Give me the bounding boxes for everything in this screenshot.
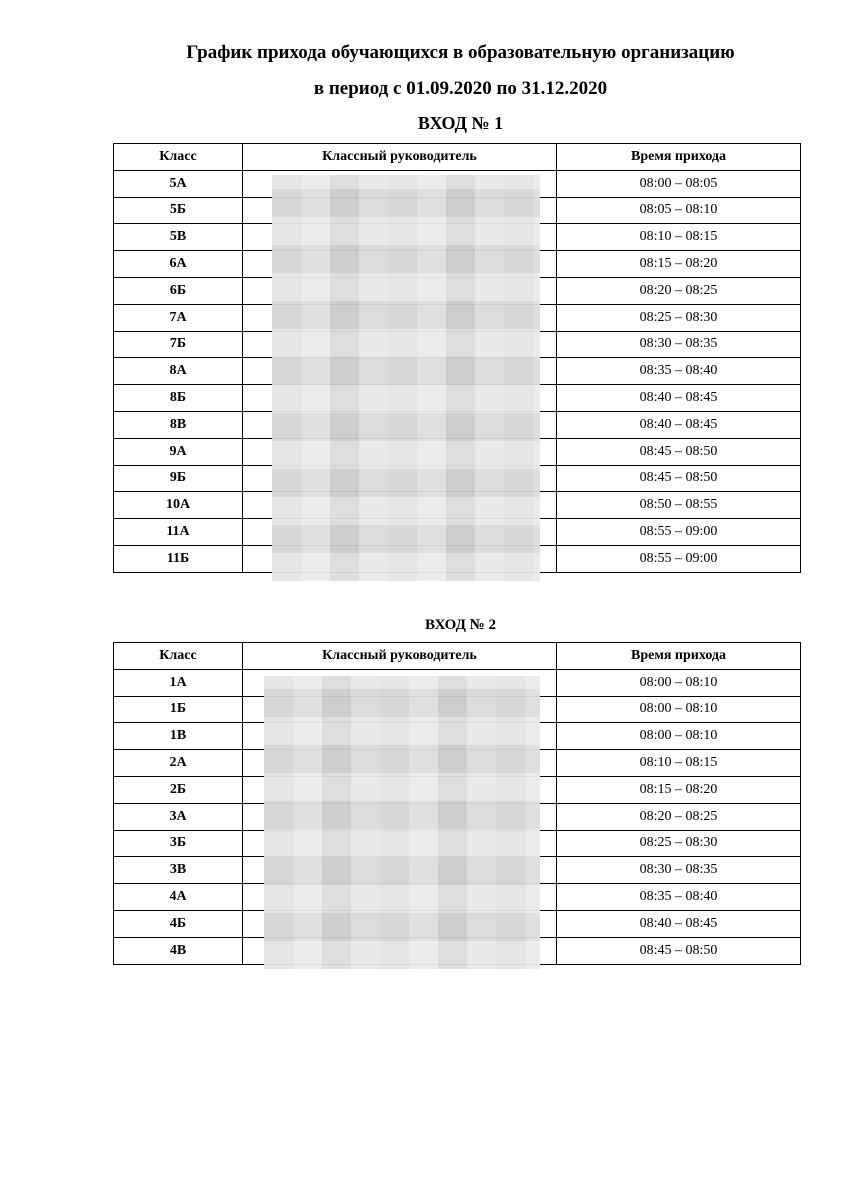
- column-header-teacher: Классный руководитель: [243, 643, 557, 670]
- document-period: в период с 01.09.2020 по 31.12.2020: [313, 78, 608, 99]
- time-cell: 08:40 – 08:45: [557, 411, 801, 438]
- class-cell: 10А: [114, 492, 243, 519]
- class-cell: 4А: [114, 884, 243, 911]
- class-cell: 8А: [114, 358, 243, 385]
- class-cell: 1Б: [114, 696, 243, 723]
- column-header-class: Класс: [114, 144, 243, 171]
- time-cell: 08:00 – 08:10: [557, 669, 801, 696]
- column-header-time: Время прихода: [557, 643, 801, 670]
- class-cell: 8Б: [114, 385, 243, 412]
- time-cell: 08:40 – 08:45: [557, 385, 801, 412]
- table-header-row: [114, 643, 801, 670]
- time-cell: 08:10 – 08:15: [557, 224, 801, 251]
- class-cell: 5В: [114, 224, 243, 251]
- class-cell: 3В: [114, 857, 243, 884]
- document-title: График прихода обучающихся в образовательную организацию: [186, 42, 735, 63]
- column-header-time: Время прихода: [557, 144, 801, 171]
- entrance-1-heading: ВХОД № 1: [417, 113, 504, 133]
- class-cell: 5Б: [114, 197, 243, 224]
- class-cell: 11Б: [114, 545, 243, 572]
- class-cell: 8В: [114, 411, 243, 438]
- time-cell: 08:15 – 08:20: [557, 776, 801, 803]
- time-cell: 08:45 – 08:50: [557, 937, 801, 964]
- time-cell: 08:45 – 08:50: [557, 438, 801, 465]
- class-cell: 4Б: [114, 910, 243, 937]
- class-cell: 9Б: [114, 465, 243, 492]
- class-cell: 9А: [114, 438, 243, 465]
- time-cell: 08:45 – 08:50: [557, 465, 801, 492]
- column-header-teacher: Классный руководитель: [243, 144, 557, 171]
- time-cell: 08:25 – 08:30: [557, 304, 801, 331]
- time-cell: 08:00 – 08:10: [557, 723, 801, 750]
- redacted-teacher-names: [264, 676, 540, 969]
- time-cell: 08:25 – 08:30: [557, 830, 801, 857]
- time-cell: 08:50 – 08:55: [557, 492, 801, 519]
- time-cell: 08:35 – 08:40: [557, 884, 801, 911]
- table-header-row: [114, 144, 801, 171]
- time-cell: 08:00 – 08:10: [557, 696, 801, 723]
- entrance-2-heading: ВХОД № 2: [424, 617, 496, 633]
- class-cell: 2Б: [114, 776, 243, 803]
- class-cell: 3А: [114, 803, 243, 830]
- class-cell: 1В: [114, 723, 243, 750]
- time-cell: 08:20 – 08:25: [557, 803, 801, 830]
- class-cell: 11А: [114, 519, 243, 546]
- time-cell: 08:55 – 09:00: [557, 545, 801, 572]
- class-cell: 1А: [114, 669, 243, 696]
- class-cell: 3Б: [114, 830, 243, 857]
- class-cell: 6Б: [114, 277, 243, 304]
- class-cell: 7Б: [114, 331, 243, 358]
- redacted-teacher-names: [272, 175, 540, 581]
- column-header-class: Класс: [114, 643, 243, 670]
- class-cell: 5А: [114, 170, 243, 197]
- time-cell: 08:30 – 08:35: [557, 331, 801, 358]
- time-cell: 08:00 – 08:05: [557, 170, 801, 197]
- time-cell: 08:10 – 08:15: [557, 750, 801, 777]
- class-cell: 7А: [114, 304, 243, 331]
- time-cell: 08:40 – 08:45: [557, 910, 801, 937]
- time-cell: 08:15 – 08:20: [557, 251, 801, 278]
- time-cell: 08:30 – 08:35: [557, 857, 801, 884]
- class-cell: 6А: [114, 251, 243, 278]
- class-cell: 4В: [114, 937, 243, 964]
- class-cell: 2А: [114, 750, 243, 777]
- time-cell: 08:55 – 09:00: [557, 519, 801, 546]
- time-cell: 08:20 – 08:25: [557, 277, 801, 304]
- time-cell: 08:35 – 08:40: [557, 358, 801, 385]
- time-cell: 08:05 – 08:10: [557, 197, 801, 224]
